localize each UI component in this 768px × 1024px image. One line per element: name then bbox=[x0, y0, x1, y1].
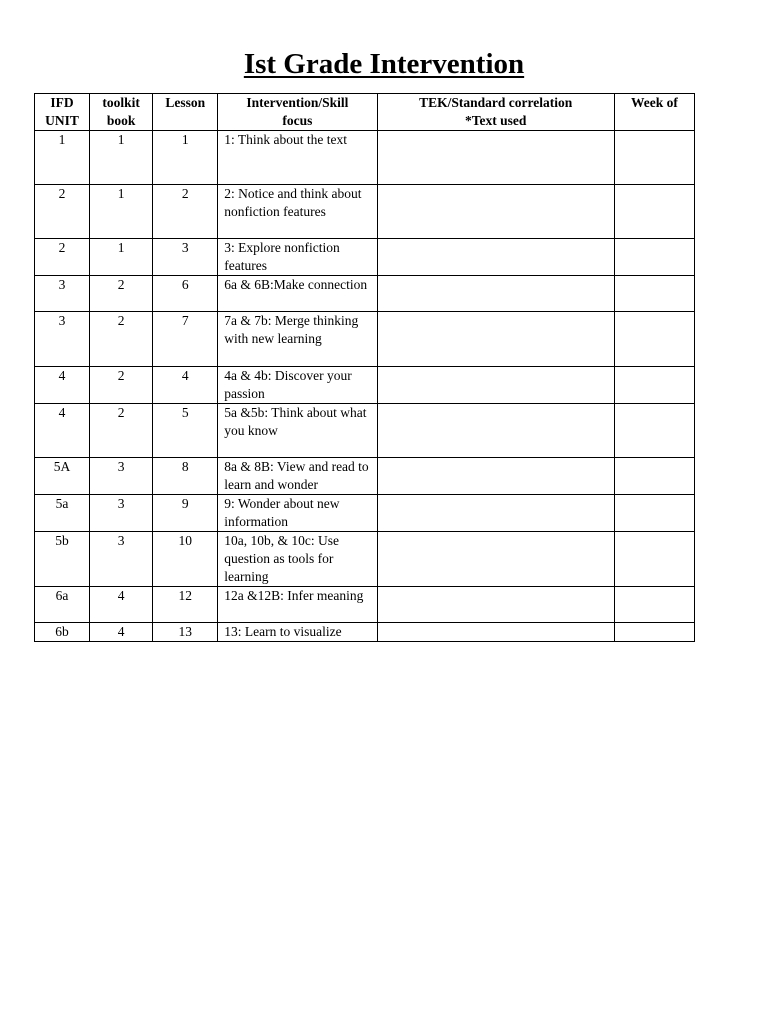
cell-skill-focus: 8a & 8B: View and read to learn and wonder bbox=[218, 458, 377, 495]
cell-week-of bbox=[614, 404, 694, 458]
header-row bbox=[35, 94, 695, 131]
cell-toolkit-book: 4 bbox=[90, 587, 153, 623]
table-row bbox=[35, 276, 695, 312]
page-title: Ist Grade Intervention bbox=[243, 48, 525, 80]
cell-tek-standard bbox=[377, 131, 614, 185]
cell-toolkit-book: 2 bbox=[90, 276, 153, 312]
cell-week-of bbox=[614, 131, 694, 185]
table-row bbox=[35, 623, 695, 642]
cell-skill-focus: 13: Learn to visualize bbox=[218, 623, 377, 642]
header-ifd-unit: IFD UNIT bbox=[35, 94, 90, 131]
cell-skill-focus: 10a, 10b, & 10c: Use question as tools for learning bbox=[218, 532, 377, 587]
cell-lesson: 12 bbox=[153, 587, 218, 623]
cell-lesson: 3 bbox=[153, 239, 218, 276]
table-row bbox=[35, 495, 695, 532]
cell-lesson: 7 bbox=[153, 312, 218, 367]
cell-ifd-unit: 3 bbox=[35, 312, 90, 367]
cell-week-of bbox=[614, 532, 694, 587]
cell-tek-standard bbox=[377, 404, 614, 458]
cell-toolkit-book: 3 bbox=[90, 532, 153, 587]
cell-toolkit-book: 1 bbox=[90, 239, 153, 276]
cell-week-of bbox=[614, 239, 694, 276]
cell-toolkit-book: 2 bbox=[90, 367, 153, 404]
cell-week-of bbox=[614, 458, 694, 495]
cell-week-of bbox=[614, 185, 694, 239]
cell-skill-focus: 4a & 4b: Discover your passion bbox=[218, 367, 377, 404]
cell-tek-standard bbox=[377, 458, 614, 495]
cell-skill-focus: 12a &12B: Infer meaning bbox=[218, 587, 377, 623]
cell-toolkit-book: 4 bbox=[90, 623, 153, 642]
table-row bbox=[35, 185, 695, 239]
cell-ifd-unit: 6b bbox=[35, 623, 90, 642]
cell-lesson: 2 bbox=[153, 185, 218, 239]
cell-toolkit-book: 3 bbox=[90, 458, 153, 495]
cell-skill-focus: 6a & 6B:Make connection bbox=[218, 276, 377, 312]
cell-lesson: 8 bbox=[153, 458, 218, 495]
cell-lesson: 9 bbox=[153, 495, 218, 532]
cell-skill-focus: 9: Wonder about new information bbox=[218, 495, 377, 532]
cell-lesson: 1 bbox=[153, 131, 218, 185]
cell-ifd-unit: 2 bbox=[35, 185, 90, 239]
cell-skill-focus: 2: Notice and think about nonfiction features bbox=[218, 185, 377, 239]
table-row bbox=[35, 131, 695, 185]
table-row bbox=[35, 532, 695, 587]
cell-ifd-unit: 4 bbox=[35, 404, 90, 458]
cell-tek-standard bbox=[377, 623, 614, 642]
header-tek-standard: TEK/Standard correlation *Text used bbox=[377, 94, 614, 131]
cell-ifd-unit: 1 bbox=[35, 131, 90, 185]
cell-ifd-unit: 4 bbox=[35, 367, 90, 404]
cell-skill-focus: 7a & 7b: Merge thinking with new learning bbox=[218, 312, 377, 367]
cell-week-of bbox=[614, 367, 694, 404]
header-toolkit-book: toolkit book bbox=[90, 94, 153, 131]
cell-toolkit-book: 1 bbox=[90, 131, 153, 185]
table-row bbox=[35, 239, 695, 276]
cell-tek-standard bbox=[377, 495, 614, 532]
cell-week-of bbox=[614, 276, 694, 312]
cell-tek-standard bbox=[377, 532, 614, 587]
table-row bbox=[35, 312, 695, 367]
cell-ifd-unit: 5b bbox=[35, 532, 90, 587]
table-row bbox=[35, 367, 695, 404]
cell-week-of bbox=[614, 495, 694, 532]
cell-week-of bbox=[614, 623, 694, 642]
cell-ifd-unit: 6a bbox=[35, 587, 90, 623]
cell-toolkit-book: 1 bbox=[90, 185, 153, 239]
cell-lesson: 4 bbox=[153, 367, 218, 404]
cell-tek-standard bbox=[377, 312, 614, 367]
cell-tek-standard bbox=[377, 587, 614, 623]
cell-toolkit-book: 2 bbox=[90, 404, 153, 458]
cell-lesson: 6 bbox=[153, 276, 218, 312]
header-week-of: Week of bbox=[614, 94, 694, 131]
cell-lesson: 13 bbox=[153, 623, 218, 642]
table-row bbox=[35, 587, 695, 623]
cell-week-of bbox=[614, 587, 694, 623]
cell-ifd-unit: 3 bbox=[35, 276, 90, 312]
cell-tek-standard bbox=[377, 367, 614, 404]
cell-ifd-unit: 2 bbox=[35, 239, 90, 276]
cell-lesson: 10 bbox=[153, 532, 218, 587]
cell-ifd-unit: 5a bbox=[35, 495, 90, 532]
header-lesson: Lesson bbox=[153, 94, 218, 131]
cell-skill-focus: 1: Think about the text bbox=[218, 131, 377, 185]
header-skill-focus: Intervention/Skill focus bbox=[218, 94, 377, 131]
cell-tek-standard bbox=[377, 239, 614, 276]
cell-skill-focus: 3: Explore nonfiction features bbox=[218, 239, 377, 276]
table-row bbox=[35, 458, 695, 495]
cell-ifd-unit: 5A bbox=[35, 458, 90, 495]
cell-lesson: 5 bbox=[153, 404, 218, 458]
cell-toolkit-book: 2 bbox=[90, 312, 153, 367]
intervention-table bbox=[34, 93, 695, 642]
cell-skill-focus: 5a &5b: Think about what you know bbox=[218, 404, 377, 458]
cell-week-of bbox=[614, 312, 694, 367]
cell-tek-standard bbox=[377, 185, 614, 239]
cell-tek-standard bbox=[377, 276, 614, 312]
cell-toolkit-book: 3 bbox=[90, 495, 153, 532]
table-row bbox=[35, 404, 695, 458]
